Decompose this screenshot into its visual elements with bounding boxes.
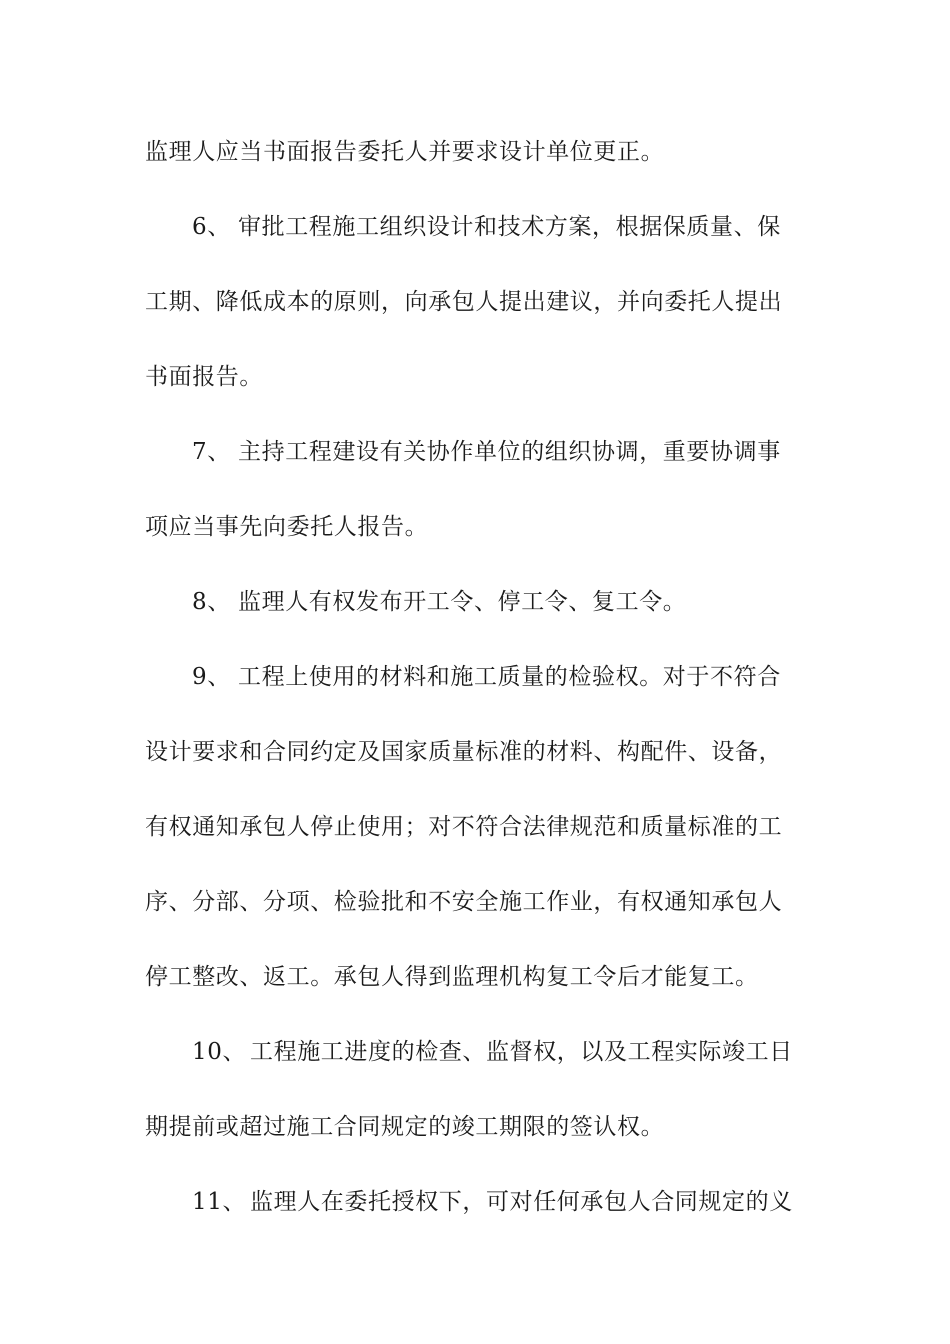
- line-text: 监理人应当书面报告委托人并要求设计单位更正。: [145, 139, 665, 165]
- line-text: 工程施工进度的检查、监督权，以及工程实际竣工日: [250, 1039, 793, 1065]
- line-text: 停工整改、返工。承包人得到监理机构复工令后才能复工。: [145, 964, 759, 990]
- numbered-item-9: [192, 662, 872, 692]
- numbered-item-11: [192, 1187, 872, 1217]
- line-text: 项应当事先向委托人报告。: [145, 514, 429, 540]
- text-line: [145, 512, 825, 542]
- line-text: 序、分部、分项、检验批和不安全施工作业，有权通知承包人: [145, 889, 783, 915]
- item-number: 10、: [192, 1039, 247, 1065]
- numbered-item-7: [192, 437, 872, 467]
- line-text: 期提前或超过施工合同规定的竣工期限的签认权。: [145, 1114, 665, 1140]
- text-line: [145, 287, 825, 317]
- line-text: 监理人在委托授权下，可对任何承包人合同规定的义: [250, 1189, 793, 1215]
- text-line: [145, 887, 825, 917]
- numbered-item-10: [192, 1037, 872, 1067]
- line-text: 主持工程建设有关协作单位的组织协调，重要协调事: [238, 439, 781, 465]
- line-text: 工期、降低成本的原则，向承包人提出建议，并向委托人提出: [145, 289, 783, 315]
- text-line: [145, 362, 825, 392]
- text-line: [145, 962, 825, 992]
- item-number: 11、: [192, 1189, 247, 1215]
- item-number: 8、: [192, 589, 231, 615]
- item-number: 7、: [192, 439, 231, 465]
- text-line: [145, 812, 825, 842]
- item-number: 9、: [192, 664, 231, 690]
- numbered-item-8: [192, 587, 872, 617]
- line-text: 监理人有权发布开工令、停工令、复工令。: [238, 589, 687, 615]
- item-number: 6、: [192, 214, 231, 240]
- line-text: 设计要求和合同约定及国家质量标准的材料、构配件、设备，: [145, 739, 783, 765]
- text-line: [145, 137, 825, 167]
- numbered-item-6: [192, 212, 872, 242]
- line-text: 工程上使用的材料和施工质量的检验权。对于不符合: [238, 664, 781, 690]
- line-text: 审批工程施工组织设计和技术方案，根据保质量、保: [238, 214, 781, 240]
- text-line: [145, 1112, 825, 1142]
- text-line: [145, 737, 825, 767]
- line-text: 书面报告。: [145, 364, 263, 390]
- line-text: 有权通知承包人停止使用；对不符合法律规范和质量标准的工: [145, 814, 783, 840]
